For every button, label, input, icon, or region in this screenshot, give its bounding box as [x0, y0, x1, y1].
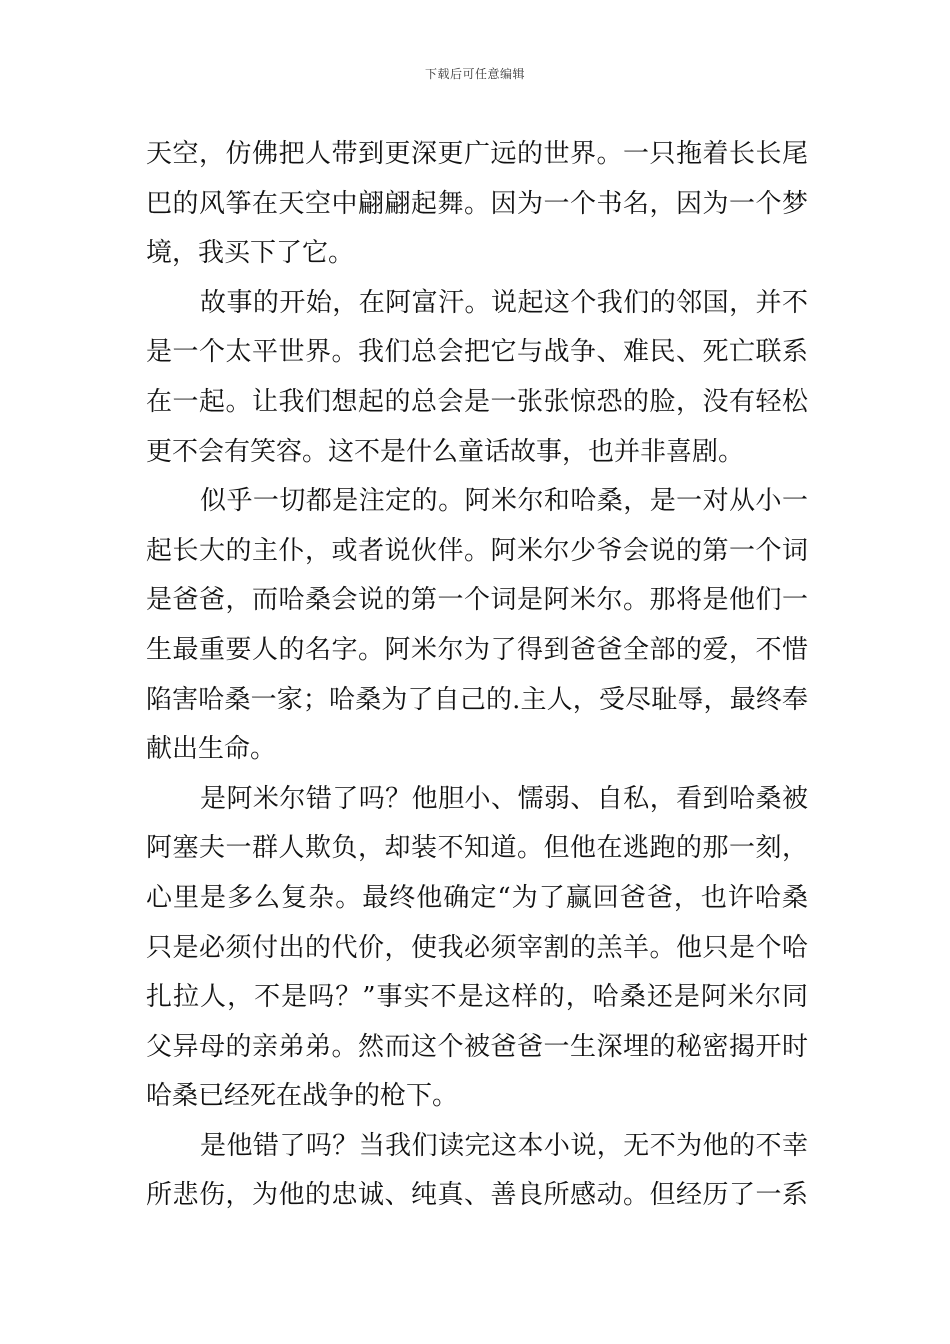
text-line: 天空，仿佛把人带到更深更广远的世界。一只拖着长长尾	[146, 139, 808, 169]
text-line: 是阿米尔错了吗？他胆小、懦弱、自私，看到哈桑被	[200, 783, 808, 814]
text-line: 故事的开始，在阿富汗。说起这个我们的邻国，并不	[200, 287, 808, 318]
text-line: 所悲伤，为他的忠诚、纯真、善良所感动。但经历了一系	[146, 1180, 808, 1211]
text-line: 父异母的亲弟弟。然而这个被爸爸一生深埋的秘密揭开时	[146, 1031, 808, 1062]
text-line: 是他错了吗？当我们读完这本小说，无不为他的不幸	[200, 1130, 808, 1161]
text-line: 似乎一切都是注定的。阿米尔和哈桑，是一对从小一	[200, 486, 808, 517]
text-line: 生最重要人的名字。阿米尔为了得到爸爸全部的爱，不惜	[146, 634, 808, 665]
text-line: 扎拉人，不是吗？”事实不是这样的，哈桑还是阿米尔同	[146, 982, 808, 1013]
paragraph-1	[146, 130, 808, 279]
paragraph-3	[146, 477, 808, 775]
text-line: 献出生命。	[146, 734, 277, 765]
paragraph-5	[146, 1122, 808, 1221]
text-line: 更不会有笑容。这不是什么童话故事，也并非喜剧。	[146, 436, 745, 467]
text-line: 哈桑已经死在战争的枪下。	[146, 1081, 459, 1112]
text-line: 境，我买下了它。	[146, 238, 355, 269]
paragraph-2	[146, 279, 808, 477]
text-line: 阿塞夫一群人欺负，却装不知道。但他在逃跑的那一刻，	[146, 833, 808, 864]
text-line: 陷害哈桑一家；哈桑为了自己的.主人，受尽耻辱，最终奉	[146, 684, 808, 715]
text-line: 是爸爸，而哈桑会说的第一个词是阿米尔。那将是他们一	[146, 585, 808, 616]
text-line: 心里是多么复杂。最终他确定“为了赢回爸爸，也许哈桑	[146, 882, 808, 913]
text-line: 巴的风筝在天空中翩翩起舞。因为一个书名，因为一个梦	[146, 188, 808, 219]
body-text	[146, 130, 808, 1221]
text-line: 在一起。让我们想起的总会是一张张惊恐的脸，没有轻松	[146, 386, 808, 417]
text-line: 是一个太平世界。我们总会把它与战争、难民、死亡联系	[146, 337, 808, 368]
header-note: 下载后可任意编辑	[424, 67, 525, 81]
text-line: 只是必须付出的代价，使我必须宰割的羔羊。他只是个哈	[146, 932, 808, 963]
paragraph-4	[146, 775, 808, 1122]
text-line: 起长大的主仆，或者说伙伴。阿米尔少爷会说的第一个词	[146, 535, 808, 566]
